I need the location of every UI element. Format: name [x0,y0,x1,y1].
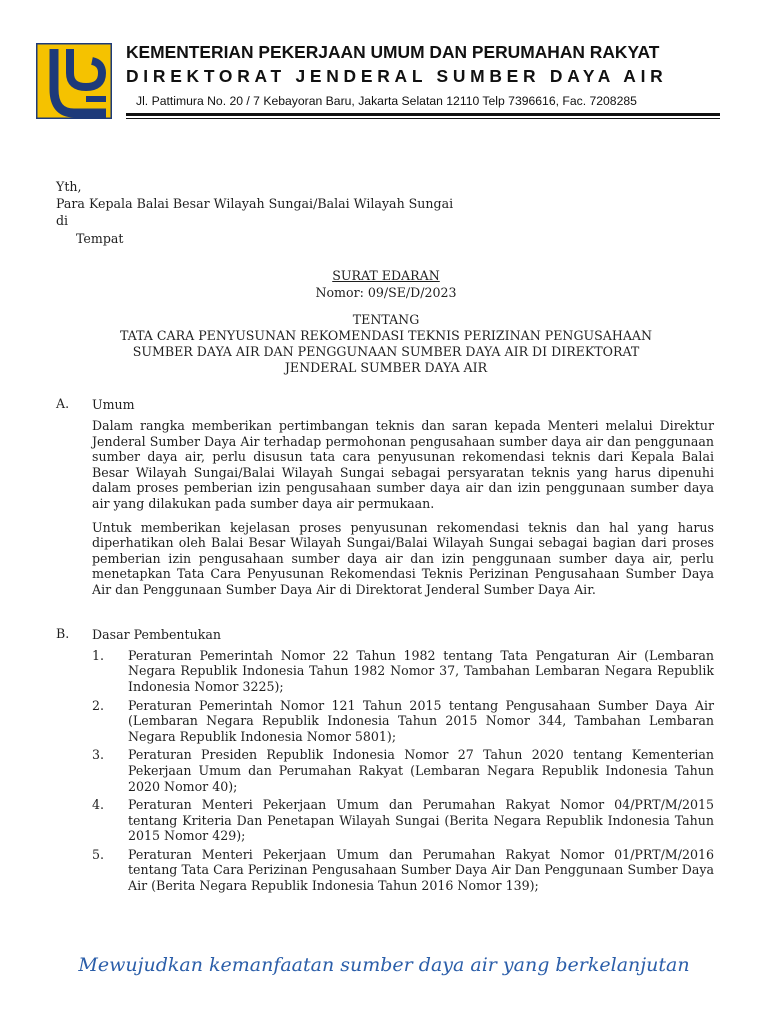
letterhead-rule-thick [126,113,720,116]
paragraph: Untuk memberikan kejelasan proses penyusunan rekomendasi teknis dan hal yang harus diperhatikan oleh Balai Besar Wilayah Sungai/Balai Wilayah Sungai sebagai bagian dari proses pemberian izin pengusahaan sumber daya air dan izin penggunaan sumber daya air, perlu menetapkan Tata Cara Penyusunan Rekomendasi Teknis Perizinan Pengusahaan Sumber Daya Air dan Penggunaan Sumber Daya Air di Direktorat Jenderal Sumber Daya Air. [92,519,714,597]
addressee-place: Tempat [76,230,124,246]
list-number: 5. [92,846,105,862]
title-block [56,267,716,376]
letterhead-rule-thin [126,118,720,119]
document-body [56,178,716,897]
addressee-di: di [56,213,69,229]
salutation: Yth, [56,179,82,194]
list-item-text: Peraturan Pemerintah Nomor 22 Tahun 1982 tentang Tata Pengaturan Air (Lembaran Negara Republik Indonesia Tahun 1982 Nomor 37, Tambahan Lembaran Negara Republik Indonesia Nomor 3225); [128,647,714,694]
section-title: Dasar Pembentukan [92,626,221,642]
section-letter: B. [56,625,70,641]
paragraph: Dalam rangka memberikan pertimbangan teknis dan saran kepada Menteri melalui Direktur Jenderal Sumber Daya Air terhadap permohonan pengusahaan sumber daya air dan penggunaan sumber daya air, perlu disusun tata cara penyusunan rekomendasi teknis dari Kepala Balai Besar Wilayah Sungai/Balai Wilayah Sungai sebagai persyaratan teknis yang harus dipenuhi dalam proses pemberian izin pengusahaan sumber daya air dan izin penggunaan sumber daya air yang dilakukan pada sumber daya air permukaan. [92,418,714,511]
section-b [56,626,716,897]
tentang-label: TENTANG [352,312,420,328]
list-item-text: Peraturan Menteri Pekerjaan Umum dan Perumahan Rakyat Nomor 04/PRT/M/2015 tentang Kriteria Dan Penetapan Wilayah Sungai (Berita Negara Republik Indonesia Tahun 2015 Nomor 429); [128,797,714,844]
office-address: Jl. Pattimura No. 20 / 7 Kebayoran Baru, Jakarta Selatan 12110 Telp 7396616, Fac. 7208285 [136,94,637,108]
subject-line: SUMBER DAYA AIR DAN PENGGUNAAN SUMBER DAYA AIR DI DIREKTORAT [132,344,640,360]
list-item [92,698,714,745]
list-item [92,797,714,844]
subject-line: TATA CARA PENYUSUNAN REKOMENDASI TEKNIS PERIZINAN PENGUSAHAAN [119,328,653,344]
list-number: 2. [92,697,105,713]
list-item [92,648,714,695]
section-letter: A. [56,395,70,411]
letterhead [126,40,736,110]
directorate-name: DIREKTORAT JENDERAL SUMBER DAYA AIR [126,66,668,86]
section-title: Umum [92,396,135,412]
letter-number: Nomor: 09/SE/D/2023 [315,285,457,301]
list-item-text: Peraturan Pemerintah Nomor 121 Tahun 2015 tentang Pengusahaan Sumber Daya Air (Lembaran Negara Republik Indonesia Tahun 2015 Nomor 344, Tambahan Lembaran Negara Republik Indonesia Nomor 5801); [128,697,714,744]
pupr-logo-icon [36,43,112,119]
list-number: 4. [92,797,105,813]
list-item [92,847,714,894]
addressee-block [56,178,716,247]
list-item-text: Peraturan Menteri Pekerjaan Umum dan Perumahan Rakyat Nomor 01/PRT/M/2016 tentang Tata Cara Perizinan Pengusahaan Sumber Daya Air Dan Penggunaan Sumber Daya Air (Berita Negara Republik Indonesia Tahun 2016 Nomor 139); [128,846,714,894]
recipient: Para Kepala Balai Besar Wilayah Sungai/Balai Wilayah Sungai [56,196,454,212]
legal-basis-list [92,648,714,894]
list-item-text: Peraturan Presiden Republik Indonesia Nomor 27 Tahun 2020 tentang Kementerian Pekerjaan Umum dan Perumahan Rakyat (Lembaran Negara Republik Indonesia Tahun 2020 Nomor 40); [128,747,714,794]
list-item [92,747,714,794]
footer-motto: Mewujudkan kemanfaatan sumber daya air yang berkelanjutan [78,954,690,976]
subject-line: JENDERAL SUMBER DAYA AIR [284,360,488,376]
list-number: 3. [92,747,105,763]
ministry-name: KEMENTERIAN PEKERJAAN UMUM DAN PERUMAHAN RAKYAT [126,42,660,62]
list-number: 1. [92,647,105,663]
section-a [56,396,716,606]
letter-heading: SURAT EDARAN [332,267,440,283]
